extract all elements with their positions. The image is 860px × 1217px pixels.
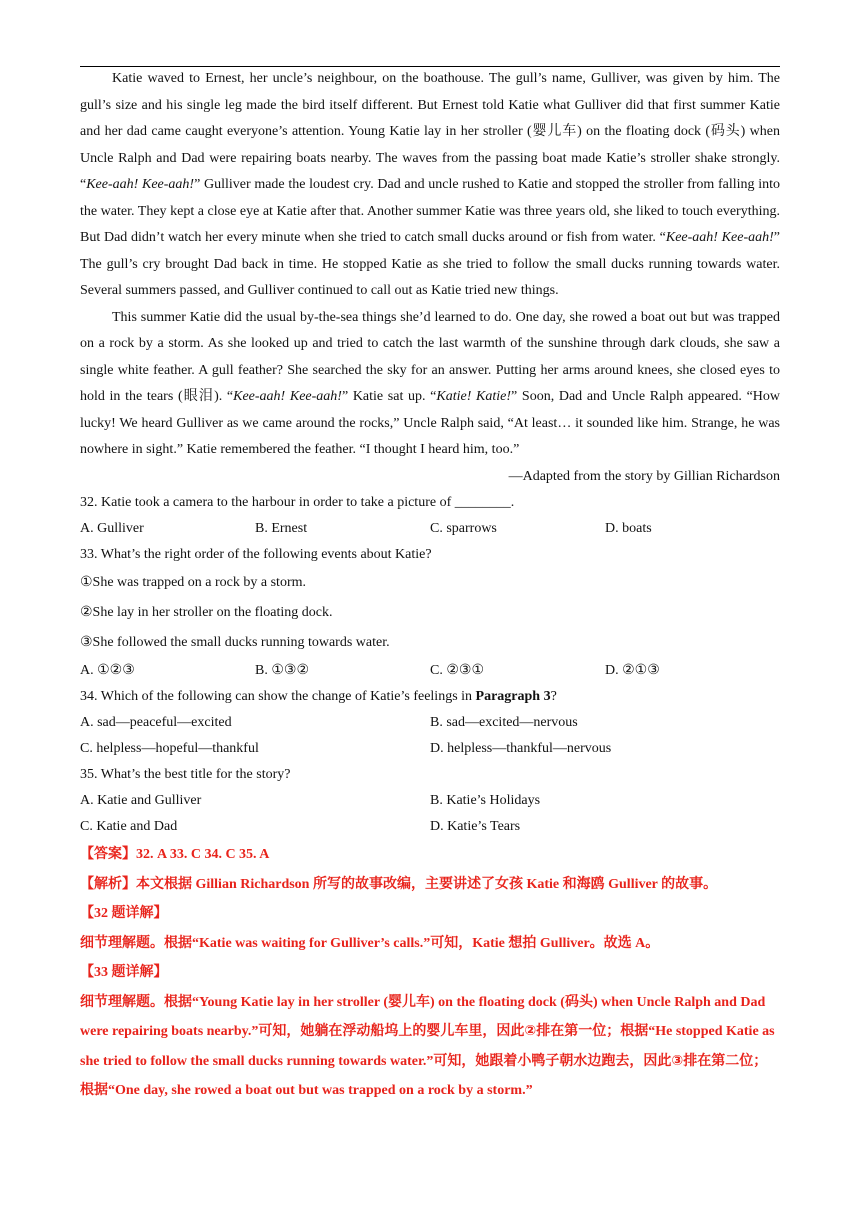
option: B. sad—excited—nervous [430, 715, 578, 730]
q33-explanation-heading: 【33 题详解】 [80, 965, 168, 980]
option: A. Katie and Gulliver [80, 793, 202, 808]
question-34-options-row-2 [80, 736, 780, 762]
option: C. ②③① [430, 663, 484, 678]
option: B. Ernest [255, 521, 308, 536]
question-32-stem: 32. Katie took a camera to the harbour in order to take a picture of ________. [80, 495, 515, 510]
question-33-event: ②She lay in her stroller on the floating dock. [80, 605, 333, 620]
question-33-options [80, 658, 780, 684]
option: B. Katie’s Holidays [430, 793, 541, 808]
q32-explanation: 细节理解题。根据“Katie was waiting for Gulliver’s calls.”可知，Katie 想拍 Gulliver。故选 A。 [80, 935, 660, 951]
q33-explanation: 细节理解题。根据“Young Katie lay in her stroller (婴儿车) on the floating dock (码头) when Uncle Ralph and Dad were repairing boats nearby.”可知，她躺在浮动船坞上的婴儿车里，因此②排在第一位；根据“He stopped Katie as she tried to follow the small ducks running towards water.”可知，她跟着小鸭子朝水边跑去，因此③排在第二位；根据“One day, she rowed a boat out but was trapped on a rock by a storm.” [80, 994, 775, 1098]
question-35-options-row-2 [80, 814, 780, 840]
passage-paragraph-1: Katie waved to Ernest, her uncle’s neighbour, on the boathouse. The gull’s name, Gulliver, was given by him. The gull’s size and his single leg made the bird itself different. But Ernest told Katie what Gulliver did that first summer Katie and her dad came caught everyone’s attention. Young Katie lay in her stroller (婴儿车) on the floating dock (码头) when Uncle Ralph and Dad were repairing boats nearby. The waves from the passing boat made Katie’s stroller shake strongly. “Kee-aah! Kee-aah!” Gulliver made the loudest cry. Dad and uncle rushed to Katie and stopped the stroller from falling into the water. They kept a close eye at Katie after that. Another summer Katie was three years old, she liked to touch everything. But Dad didn’t watch her every minute when she tried to catch small ducks around or fish from water. “Kee-aah! Kee-aah!” The gull’s cry brought Dad back in time. He stopped Katie as she tried to follow the small ducks running towards water. Several summers passed, and Gulliver continued to call out as Katie tried new things. [80, 71, 780, 298]
question-33-event: ③She followed the small ducks running towards water. [80, 635, 390, 650]
document-page [80, 66, 780, 1106]
option: C. Katie and Dad [80, 819, 178, 834]
option: D. Katie’s Tears [430, 819, 521, 834]
option: C. sparrows [430, 521, 497, 536]
question-35-options-row-1 [80, 788, 780, 814]
passage-paragraph-2: This summer Katie did the usual by-the-sea things she’d learned to do. One day, she rowed a boat out but was trapped on a rock by a storm. As she looked up and tried to catch the last warmth of the sunshine through dark clouds, she saw a single white feather. A gull feather? She searched the sky for an answer. Putting her arms around knees, she closed eyes to hold in the tears (眼泪). “Kee-aah! Kee-aah!” Katie sat up. “Katie! Katie!” Soon, Dad and Uncle Ralph appeared. “How lucky! We heard Gulliver as we came around the rocks,” Uncle Ralph said, “At least… it sounded like him. Strange, he was nowhere in sight.” Katie remembered the feather. “I thought I heard him, too.” [80, 309, 781, 457]
option: C. helpless—hopeful—thankful [80, 741, 259, 756]
question-33-event: ①She was trapped on a rock by a storm. [80, 575, 306, 590]
question-34-stem: 34. Which of the following can show the change of Katie’s feelings in Paragraph 3? [80, 689, 557, 704]
q32-explanation-heading: 【32 题详解】 [80, 906, 168, 921]
option: D. helpless—thankful—nervous [430, 741, 612, 756]
answer-key: 【答案】32. A 33. C 34. C 35. A [80, 847, 270, 862]
question-32-options [80, 516, 780, 542]
option: B. ①③② [255, 663, 309, 678]
passage-source: —Adapted from the story by Gillian Richardson [508, 468, 780, 484]
question-33-stem: 33. What’s the right order of the following events about Katie? [80, 547, 432, 562]
option: D. ②①③ [605, 663, 660, 678]
option: A. Gulliver [80, 521, 144, 536]
option: D. boats [605, 521, 652, 536]
analysis-text: 【解析】本文根据 Gillian Richardson 所写的故事改编，主要讲述了女孩 Katie 和海鸥 Gulliver 的故事。 [80, 876, 718, 892]
option: A. sad—peaceful—excited [80, 715, 232, 730]
question-34-options-row-1 [80, 710, 780, 736]
question-35-stem: 35. What’s the best title for the story? [80, 767, 291, 782]
option: A. ①②③ [80, 663, 135, 678]
